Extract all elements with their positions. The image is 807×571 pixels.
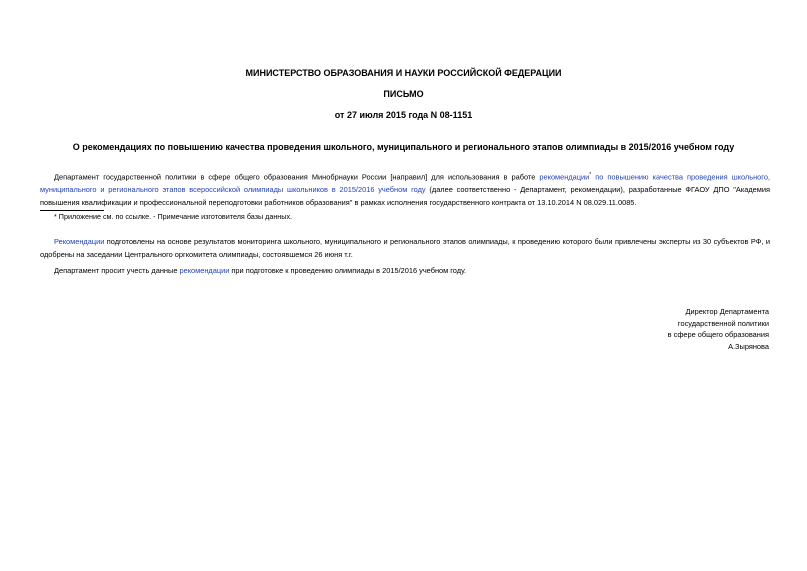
- recommendations-link[interactable]: рекомендации: [539, 172, 590, 182]
- recommendations-link-3[interactable]: рекомендации: [179, 266, 230, 275]
- paragraph-2: [40, 235, 770, 261]
- paragraph-2-text: подготовлены на основе результатов мониторинга школьного, муниципального и регионального этапов олимпиады, к проведению которого были привлечены эксперты из 30 субъектов РФ, и одобрены на заседании Центрального оргкомитета олимпиады, состоявшемся 26 июня т.г.: [40, 237, 770, 259]
- recommendations-title-link[interactable]: по повышению качества проведения школьного, муниципального и регионального этапов всероссийской олимпиады школьников в 2015/2016 учебном году: [40, 172, 770, 195]
- paragraph-3: [40, 264, 770, 277]
- signature-name: А.Зырянова: [728, 341, 769, 351]
- date-number: от 27 июля 2015 года N 08-1151: [334, 110, 473, 120]
- paragraph-3-text-b: при подготовке к проведению олимпиады в 2015/2016 учебном году.: [229, 266, 467, 275]
- recommendations-link-2[interactable]: Рекомендации: [54, 237, 105, 246]
- ministry-heading: МИНИСТЕРСТВО ОБРАЗОВАНИЯ И НАУКИ РОССИЙСКОЙ ФЕДЕРАЦИИ: [245, 68, 562, 78]
- footnote-divider: [40, 210, 104, 211]
- subject-title: О рекомендациях по повышению качества проведения школьного, муниципального и регионального этапов олимпиады в 2015/2016 учебном году: [72, 142, 735, 152]
- footnote-marker: *: [589, 172, 592, 178]
- paragraph-3-text-a: Департамент просит учесть данные: [54, 266, 180, 275]
- footnote-text: * Приложение см. по ссылке. - Примечание изготовителя базы данных.: [54, 212, 293, 221]
- signature-block: [668, 306, 769, 352]
- signature-line-3: в сфере общего образования: [667, 330, 769, 339]
- signature-line-1: Директор Департамента: [685, 307, 769, 316]
- paragraph-1-text-b: (далее соответственно - Департамент, рекомендации), разработанные ФГАОУ ДПО "Академия повышения квалификации и профессиональной переподготовки работников образования" в рамках исполнения государственного контракта от 13.10.2014 N 08.029.11.0085.: [40, 185, 770, 208]
- document-type: ПИСЬМО: [383, 89, 424, 99]
- paragraph-1: [40, 169, 770, 209]
- paragraph-1-text-a: Департамент государственной политики в сфере общего образования Минобрнауки России [направил] для использования в работе: [54, 172, 540, 182]
- signature-line-2: государственной политики: [677, 318, 769, 328]
